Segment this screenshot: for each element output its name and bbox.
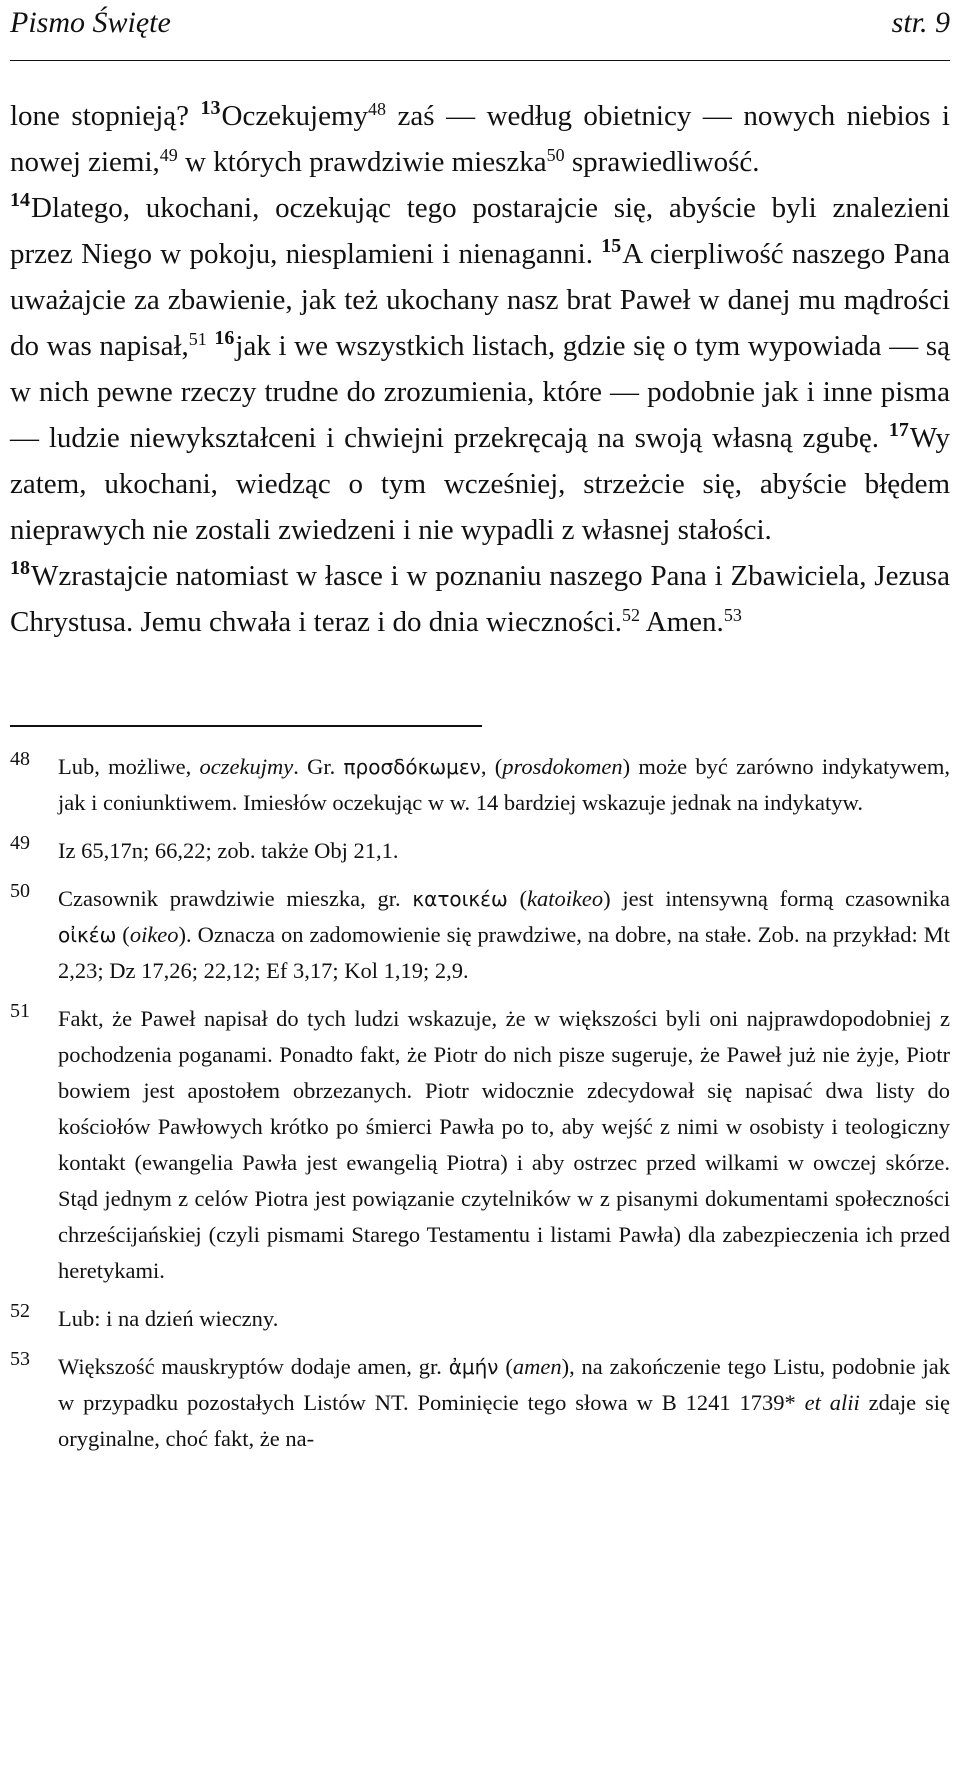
- greek-word: ἀμήν: [448, 1355, 499, 1379]
- footnote-text: [58, 1349, 950, 1457]
- transliteration: oikeo: [129, 922, 179, 947]
- footnote-ref-53[interactable]: 53: [723, 605, 742, 625]
- text-run: . Gr.: [293, 754, 344, 779]
- text-run: , (: [480, 754, 503, 779]
- footnote-text: [58, 749, 950, 821]
- footnote-ref-52[interactable]: 52: [622, 605, 641, 625]
- footnote-text: Iz 65,17n; 66,22; zob. także Obj 21,1.: [58, 838, 399, 863]
- greek-word: οἰκέω: [58, 923, 117, 947]
- footnote-48: [10, 749, 950, 821]
- running-header: [10, 0, 950, 50]
- footnotes-section: [10, 749, 950, 1457]
- transliteration: katoikeo: [526, 886, 604, 911]
- text-run: lone stopnieją?: [10, 100, 201, 132]
- greek-word: κατοικέω: [412, 887, 508, 911]
- footnote-49: [10, 833, 950, 869]
- verse-number-15: 15: [601, 235, 622, 257]
- text-run: ). Oznacza on zadomowienie się prawdziwe, na dobre, na stałe. Zob. na przykład: Mt 2,23; Dz 17,26; 22,12; Ef 3,17; Kol 1,19; 2,9.: [58, 922, 950, 983]
- footnote-50: [10, 881, 950, 989]
- footnote-number: 49: [10, 832, 30, 854]
- footnote-ref-49[interactable]: 49: [159, 145, 178, 165]
- transliteration: prosdokomen: [502, 754, 623, 779]
- verse-number-18: 18: [10, 557, 30, 579]
- text-run: (: [116, 922, 130, 947]
- text-run: zdaje się oryginalne, choć fakt, że na-: [58, 1390, 950, 1451]
- text-run: Dlatego, ukochani, oczekując tego postarajcie się, abyście byli znalezieni przez Niego w pokoju, niesplamieni i nienaganni.: [10, 192, 950, 270]
- italic-term: et alii: [804, 1390, 860, 1415]
- text-run: ) jest intensywną formą czasownika: [603, 886, 950, 911]
- footnote-ref-48[interactable]: 48: [368, 99, 387, 119]
- footnote-52: [10, 1301, 950, 1337]
- verse-number-16: 16: [214, 327, 235, 349]
- verse-number-17: 17: [888, 419, 909, 441]
- text-run: jak i we wszystkich listach, gdzie się o tym wypowiada — są w nich pewne rzeczy trudne do zrozumienia, które — podobnie jak i inne pisma — ludzie niewykształceni i chwiejni przekręcają na swoją własną zgubę.: [10, 330, 950, 454]
- text-run: (: [498, 1354, 513, 1379]
- verse-number-13: 13: [200, 97, 221, 119]
- italic-term: oczekujmy: [199, 754, 294, 779]
- footnote-51: [10, 1001, 950, 1289]
- text-run: w których prawdziwie mieszka: [177, 146, 547, 178]
- text-run: Wzrastajcie natomiast w łasce i w poznaniu naszego Pana i Zbawiciela, Jezusa Chrystusa. Jemu chwała i teraz i do dnia wieczności.: [10, 560, 950, 638]
- page-number: str. 9: [891, 6, 950, 39]
- footnote-separator: [10, 725, 482, 727]
- footnote-text: Lub: i na dzień wieczny.: [58, 1306, 279, 1331]
- greek-word: προσδόκωμεν: [343, 755, 481, 779]
- footnote-ref-51[interactable]: 51: [188, 329, 207, 349]
- text-run: sprawiedliwość.: [564, 146, 760, 178]
- book-title: Pismo Święte: [10, 6, 171, 39]
- text-run: Amen.: [640, 606, 724, 638]
- footnote-text: [58, 881, 950, 989]
- text-run: (: [507, 886, 527, 911]
- text-run: Wy zatem, ukochani, wiedząc o tym wcześniej, strzeżcie się, abyście błędem nieprawych nie zostali zwiedzeni i nie wypadli z własnej stałości.: [10, 422, 950, 546]
- text-run: A cierpliwość naszego Pana uważajcie za zbawienie, jak też ukochany nasz brat Paweł w danej mu mądrości do was napisał,: [10, 238, 950, 362]
- footnote-ref-50[interactable]: 50: [546, 145, 565, 165]
- scripture-text: [10, 93, 950, 645]
- footnote-53: [10, 1349, 950, 1457]
- scripture-paragraph: [10, 93, 950, 645]
- verse-number-14: 14: [10, 189, 30, 211]
- footnote-text: Fakt, że Paweł napisał do tych ludzi wskazuje, że w większości byli oni najprawdopodobniej z pochodzenia poganami. Ponadto fakt, że Piotr do nich pisze sugeruje, że Paweł już nie żyje, Piotr bowiem jest apostołem obrzezanych. Piotr widocznie zdecydował się napisać dwa listy do kościołów Pawłowych krótko po śmierci Pawła po to, aby wejść z nimi w osobisty i teologiczny kontakt (ewangelia Pawła jest ewangelią Piotra) i aby ostrzec przed wilkami w owczej skórze. Stąd jednym z celów Piotra jest powiązanie czytelników w z pisanymi dokumentami społeczności chrześcijańskiej (czyli pismami Starego Testamentu i listami Pawła) dla zabezpieczenia ich przed heretykami.: [58, 1006, 950, 1283]
- footnote-number: 48: [10, 748, 30, 770]
- footnote-number: 51: [10, 1000, 30, 1022]
- text-run: Lub, możliwe,: [58, 754, 200, 779]
- text-run: ) może być zarówno indykatywem, jak i coniunktiwem. Imiesłów oczekując w w. 14 bardziej wskazuje jednak na indykatyw.: [58, 754, 950, 815]
- footnote-number: 50: [10, 880, 30, 902]
- footnote-number: 52: [10, 1300, 30, 1322]
- text-run: Czasownik prawdziwie mieszka, gr.: [58, 886, 413, 911]
- text-run: Oczekujemy: [221, 100, 369, 132]
- text-run: ), na zakończenie tego Listu, podobnie jak w przypadku pozostałych Listów NT. Pominięcie tego słowa w B 1241 1739*: [58, 1354, 950, 1415]
- footnote-number: 53: [10, 1348, 30, 1370]
- text-run: zaś — według obietnicy — nowych niebios i nowej ziemi,: [10, 100, 950, 178]
- transliteration: amen: [512, 1354, 562, 1379]
- text-run: Większość mauskryptów dodaje amen, gr.: [58, 1354, 449, 1379]
- header-rule: [10, 60, 950, 61]
